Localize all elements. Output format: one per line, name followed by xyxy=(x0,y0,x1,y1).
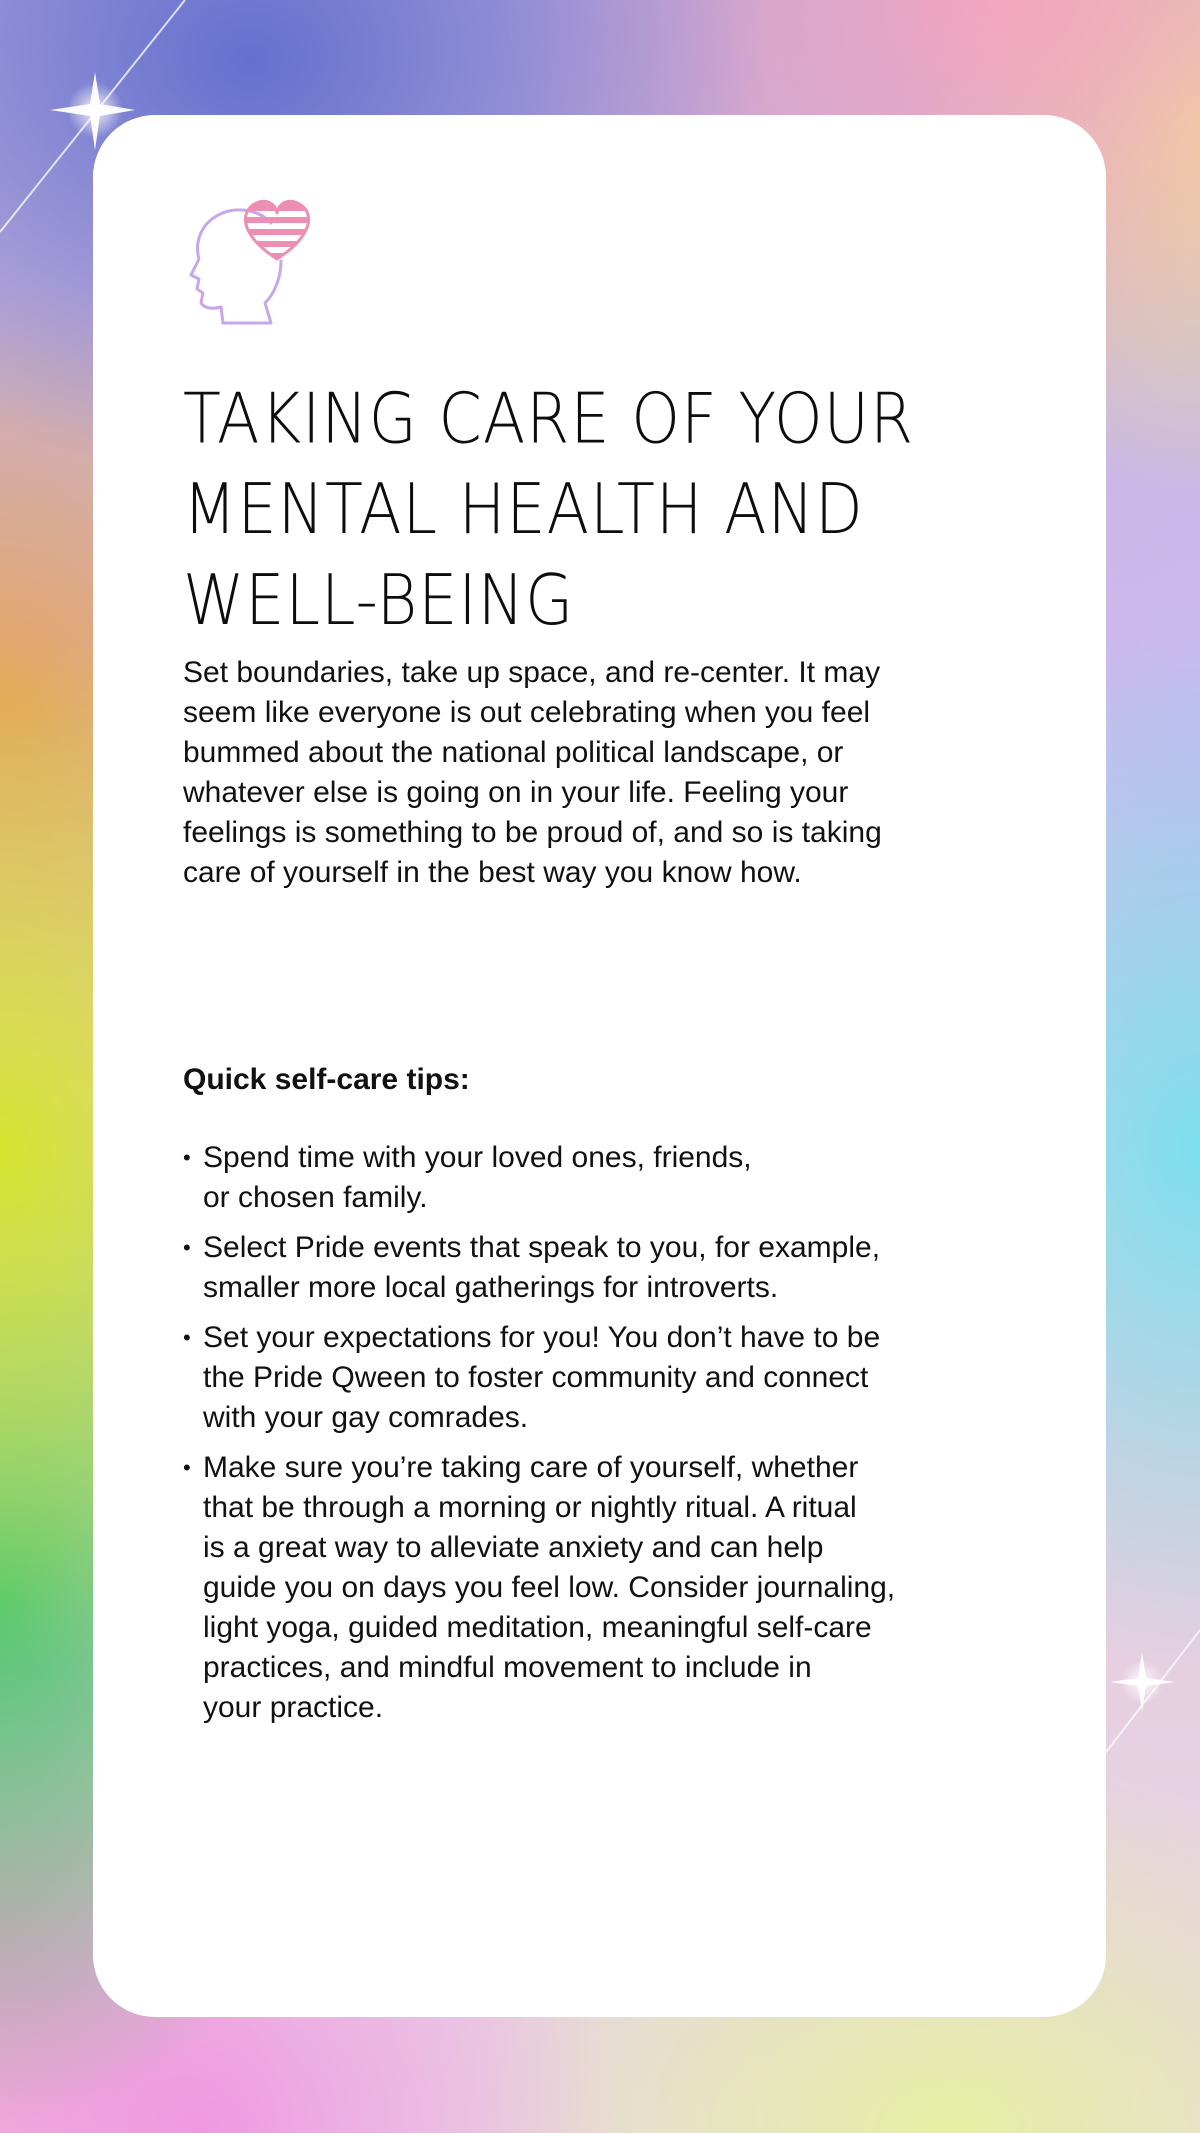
intro-line: care of yourself in the best way you know how. xyxy=(183,856,802,889)
tip-line: Select Pride events that speak to you, for example, xyxy=(203,1231,881,1264)
intro-line: bummed about the national political landscape, or xyxy=(183,736,844,769)
tip-line: smaller more local gatherings for introverts. xyxy=(203,1271,779,1304)
intro-line: whatever else is going on in your life. Feeling your xyxy=(183,776,849,809)
intro-line: seem like everyone is out celebrating when you feel xyxy=(183,696,871,729)
tip-line: light yoga, guided meditation, meaningful self-care xyxy=(203,1611,872,1644)
tip-item xyxy=(183,1318,1063,1438)
tip-line: guide you on days you feel low. Consider journaling, xyxy=(203,1571,896,1604)
tips-list xyxy=(183,1138,1063,1738)
intro-line: feelings is something to be proud of, and so is taking xyxy=(183,816,882,849)
tip-line: with your gay comrades. xyxy=(203,1401,529,1434)
page-title xyxy=(183,373,1023,645)
tip-line: practices, and mindful movement to include in xyxy=(203,1651,812,1684)
bullet: • xyxy=(183,1145,191,1170)
bullet: • xyxy=(183,1235,191,1260)
tip-line: Set your expectations for you! You don’t have to be xyxy=(203,1321,881,1354)
tip-item xyxy=(183,1228,1063,1308)
tip-line: that be through a morning or nightly ritual. A ritual xyxy=(203,1491,857,1524)
tip-line: the Pride Qween to foster community and connect xyxy=(203,1361,869,1394)
tips-heading: Quick self-care tips: xyxy=(183,1063,470,1096)
title-line: WELL-BEING xyxy=(183,558,575,641)
tip-item xyxy=(183,1138,1063,1218)
tip-item xyxy=(183,1448,1063,1728)
tip-line: your practice. xyxy=(203,1691,384,1724)
sparkle-icon xyxy=(1100,1610,1200,1760)
bullet: • xyxy=(183,1325,191,1350)
tip-line: is a great way to alleviate anxiety and can help xyxy=(203,1531,824,1564)
tip-line: Spend time with your loved ones, friends, xyxy=(203,1141,752,1174)
intro-line: Set boundaries, take up space, and re-center. It may xyxy=(183,656,881,689)
tip-line: or chosen family. xyxy=(203,1181,428,1214)
head-with-striped-heart-icon xyxy=(183,185,323,325)
content-card xyxy=(93,115,1106,2017)
bullet: • xyxy=(183,1455,191,1480)
tip-line: Make sure you’re taking care of yourself, whether xyxy=(203,1451,859,1484)
title-line: MENTAL HEALTH AND xyxy=(183,468,864,550)
intro-paragraph xyxy=(183,653,1033,893)
title-line: TAKING CARE OF YOUR xyxy=(183,377,915,460)
